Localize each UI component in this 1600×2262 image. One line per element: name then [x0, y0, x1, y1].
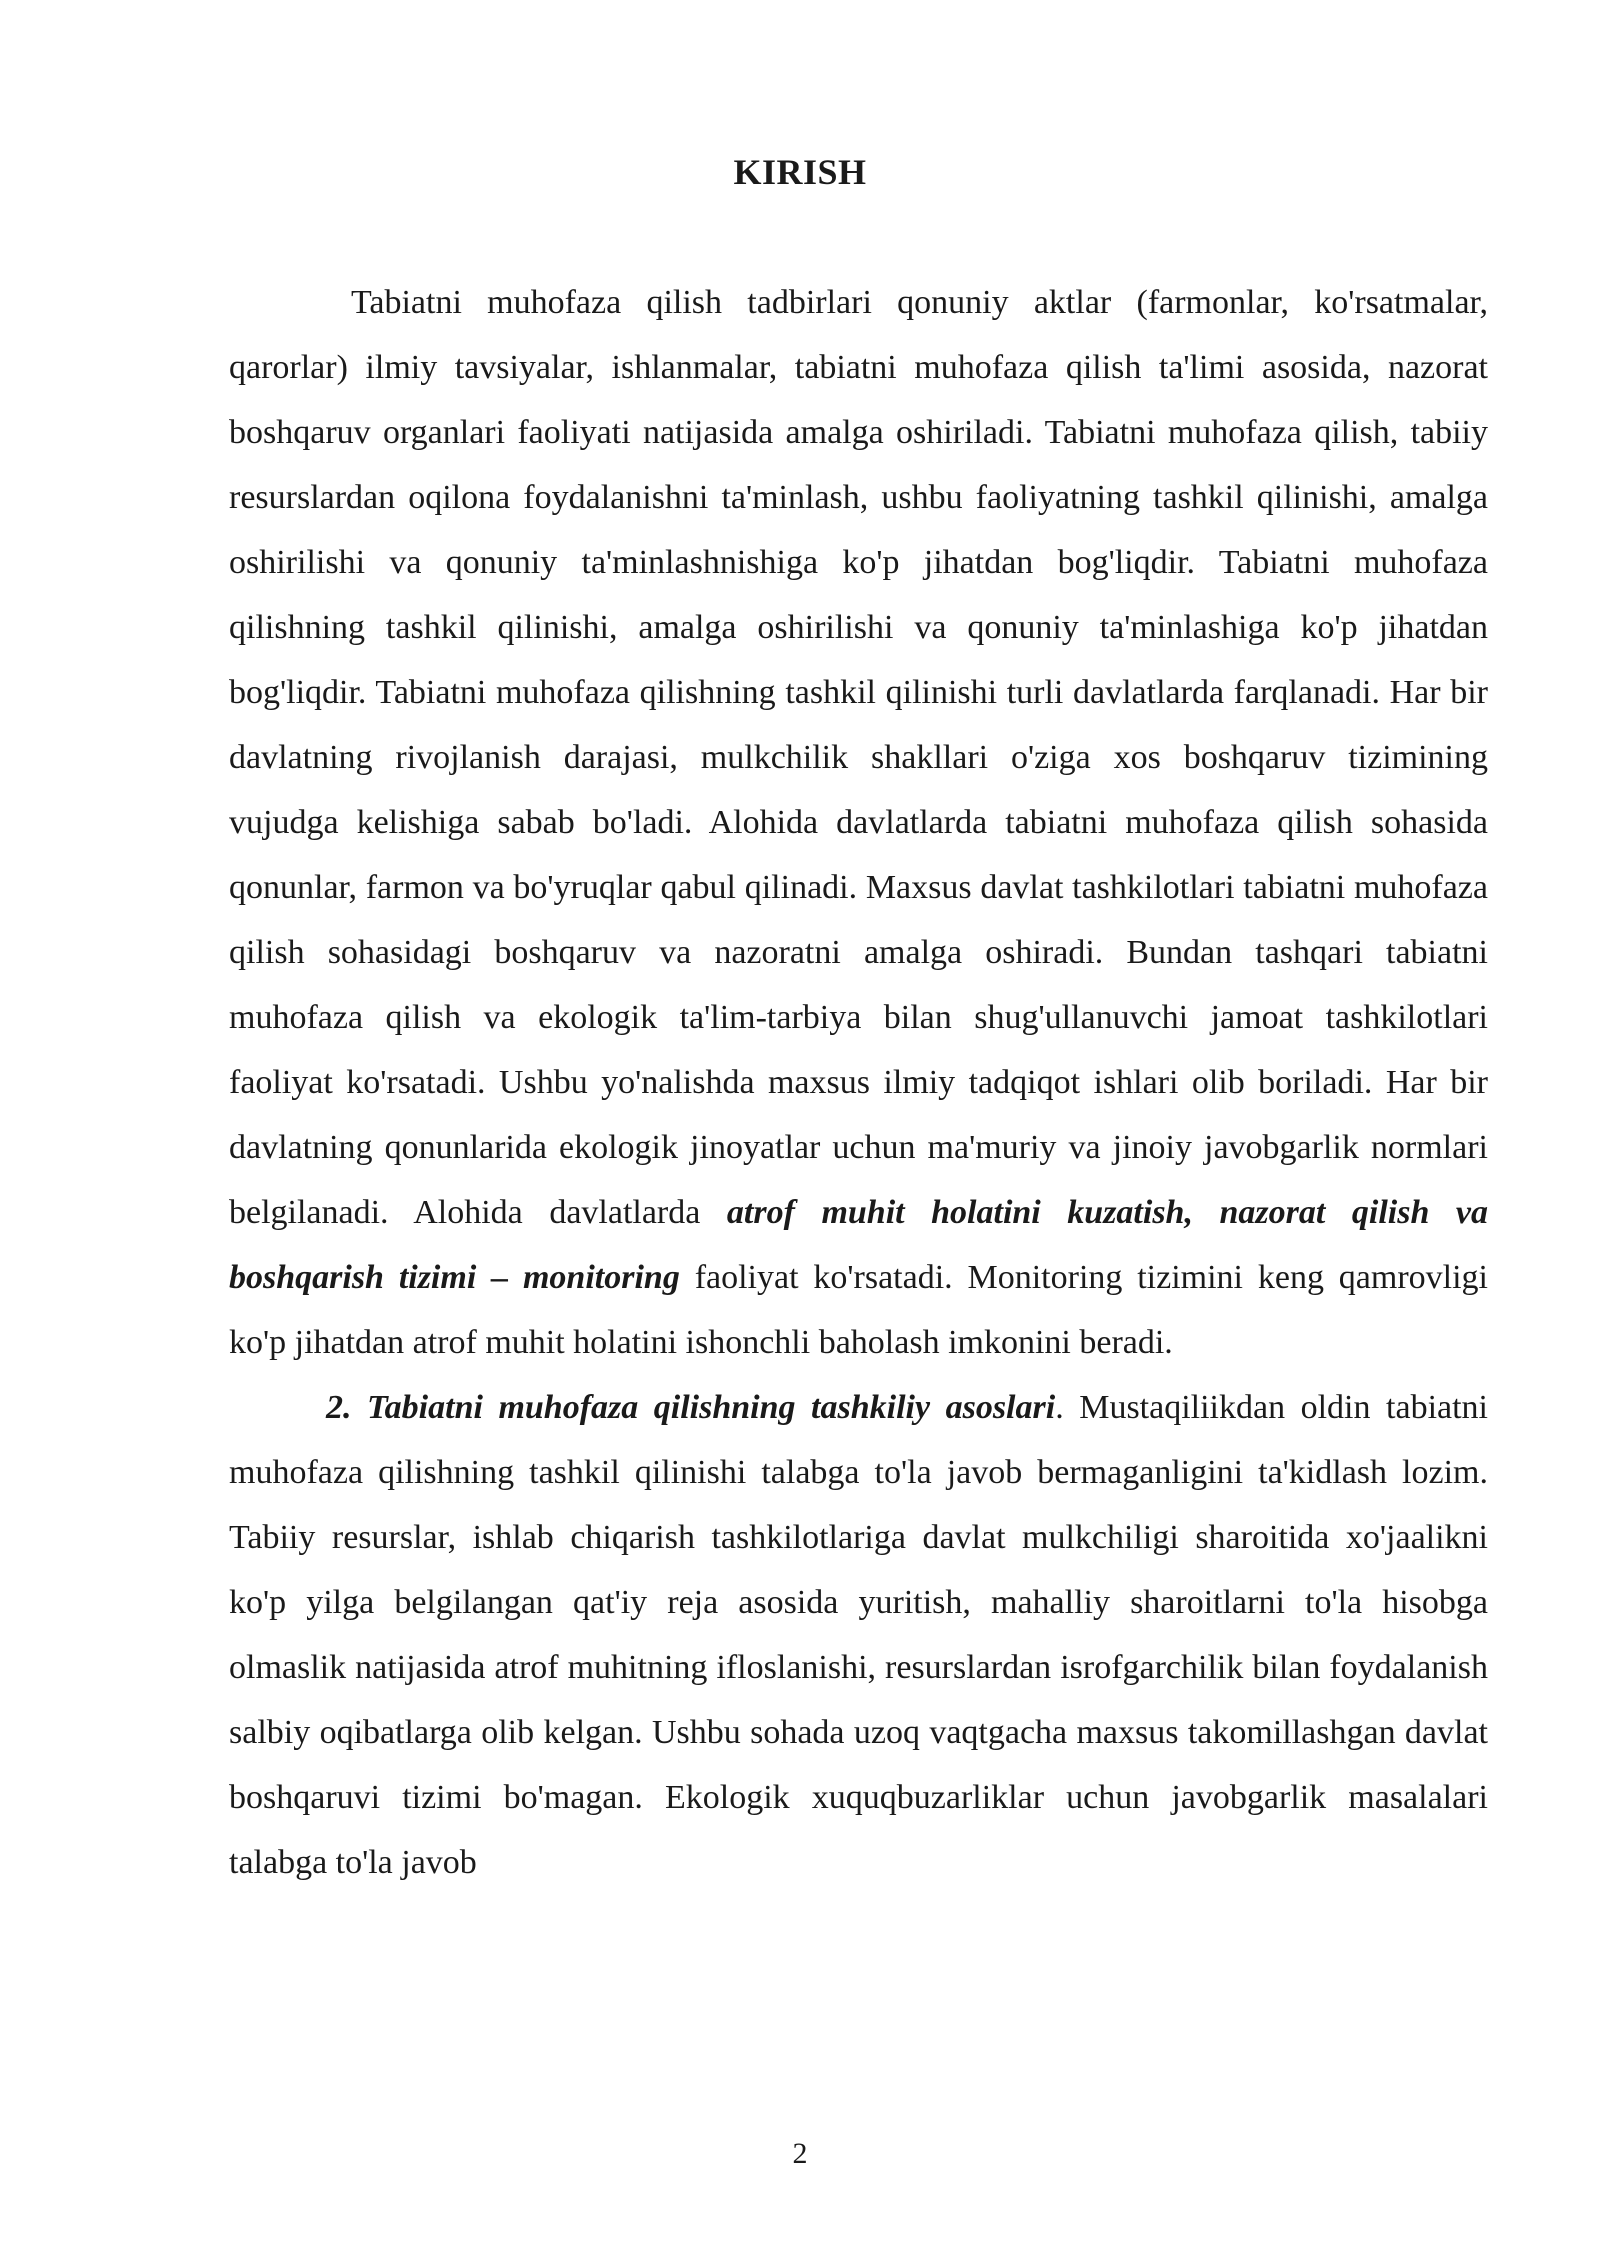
paragraph-2-text: . Mustaqiliikdan oldin tabiatni muhofaza qilishning tashkil qilinishi talabga to'la javob bermaganligini ta'kidlash lozim. Tabiiy resurslar, ishlab chiqarish tashkilotlariga davlat mulkchiligi sharoitida xo'jaalikni ko'p yilga belgilangan qat'iy reja asosida yuritish, mahalliy sharoitlarni to'la hisobga olmaslik natijasida atrof muhitning ifloslanishi, resurslardan isrofgarchilik bilan foydalanish salbiy oqibatlarga olib kelgan. Ushbu sohada uzoq vaqtgacha maxsus takomillashgan davlat boshqaruvi tizimi bo'magan. Ekologik xuquqbuzarliklar uchun javobgarlik masalalari talabga to'la javob [229, 1389, 1488, 1881]
paragraph-1-emphasis: atrof muhit holatini kuzatish, nazorat qilish va boshqarish tizimi – monitoring [229, 1194, 1488, 1296]
body-text [229, 270, 1488, 1895]
section-2-heading: 2. Tabiatni muhofaza qilishning tashkiliy asoslari [326, 1389, 1056, 1426]
paragraph-2-wrapper [229, 1375, 1488, 1895]
page-heading: KIRISH [733, 152, 867, 192]
paragraph-introduction [229, 270, 1488, 1375]
paragraph-organizational-basis [229, 1375, 1488, 1895]
paragraph-1-text-before: Tabiatni muhofaza qilish tadbirlari qonuniy aktlar (farmonlar, ko'rsatmalar, qarorlar) ilmiy tavsiyalar, ishlanmalar, tabiatni muhofaza qilish ta'limi asosida, nazorat boshqaruv organlari faoliyati natijasida amalga oshiriladi. Tabiatni muhofaza qilish, tabiiy resurslardan oqilona foydalanishni ta'minlash, ushbu faoliyatning tashkil qilinishi, amalga oshirilishi va qonuniy ta'minlashnishiga ko'p jihatdan bog'liqdir. Tabiatni muhofaza qilishning tashkil qilinishi, amalga oshirilishi va qonuniy ta'minlashiga ko'p jihatdan bog'liqdir. Tabiatni muhofaza qilishning tashkil qilinishi turli davlatlarda farqlanadi. Har bir davlatning rivojlanish darajasi, mulkchilik shakllari o'ziga xos boshqaruv tizimining vujudga kelishiga sabab bo'ladi. Alohida davlatlarda tabiatni muhofaza qilish sohasida qonunlar, farmon va bo'yruqlar qabul qilinadi. Maxsus davlat tashkilotlari tabiatni muhofaza qilish sohasidagi boshqaruv va nazoratni amalga oshiradi. Bundan tashqari tabiatni muhofaza qilish va ekologik ta'lim-tarbiya bilan shug'ullanuvchi jamoat tashkilotlari faoliyat ko'rsatadi. Ushbu yo'nalishda maxsus ilmiy tadqiqot ishlari olib boriladi. Har bir davlatning qonunlarida ekologik jinoyatlar uchun ma'muriy va jinoiy javobgarlik normlari belgilanadi. Alohida davlatlarda [229, 284, 1488, 1231]
paragraph-1-text-after: faoliyat ko'rsatadi. Monitoring tizimini keng qamrovligi ko'p jihatdan atrof muhit holatini ishonchli baholash imkonini beradi. [229, 1259, 1489, 1361]
page-number: 2 [792, 2137, 808, 2170]
